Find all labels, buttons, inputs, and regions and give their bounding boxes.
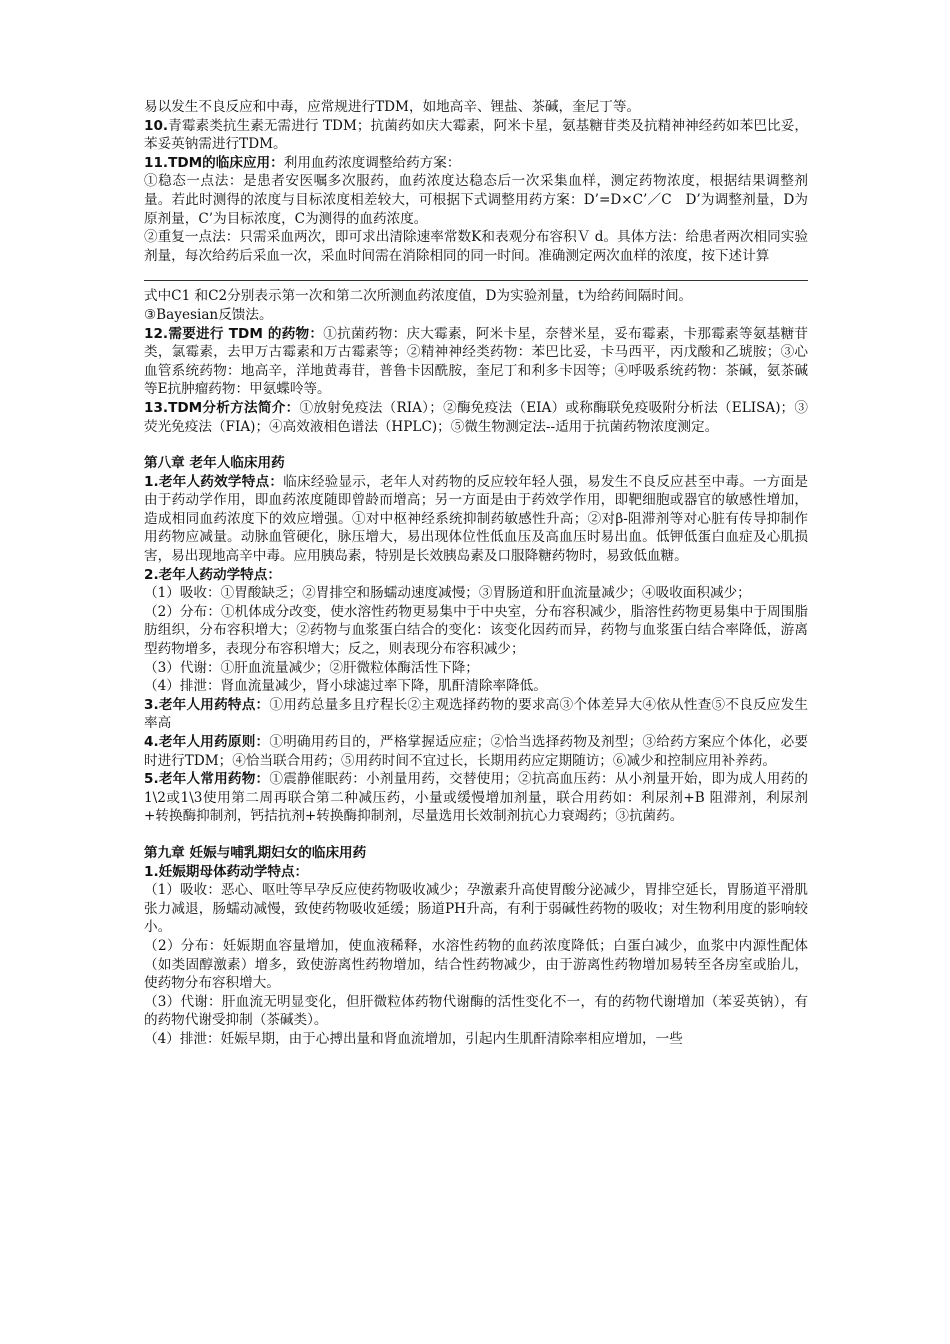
paragraph-text: （4）排泄：肾血流量减少，肾小球滤过率下降，肌酐清除率降低。 (144, 678, 547, 695)
paragraph (144, 117, 808, 154)
paragraph-heading: 1.老年人药效学特点： (144, 473, 284, 490)
paragraph-text: （1）吸收：恶心、呕吐等早孕反应使药物吸收减少；孕激素升高使胃酸分泌减少，胃排空延长，胃肠道平滑肌张力减退，肠蠕动减慢，致使药物吸收延缓；肠道PH升高，有利于弱碱性药物的吸收；对生物利用度的影响较小。 (144, 882, 808, 936)
paragraph-heading: 12.需要进行 TDM 的药物： (144, 325, 324, 342)
paragraph-text: ①放射免疫法（RIA）；②酶免疫法（EIA）或称酶联免疫吸附分析法（ELISA)；③荧光免疫法（FIA)；④高效液相色谱法（HPLC)；⑤微生物测定法--适用于抗菌药物浓度测定。 (144, 399, 808, 435)
tdm-section-top (144, 98, 808, 265)
paragraph-heading: 13.TDM分析方法简介： (144, 399, 300, 416)
paragraph (144, 863, 808, 882)
paragraph-heading: 3.老年人用药特点： (144, 696, 270, 713)
paragraph-heading: 10. (144, 117, 169, 134)
paragraph-text: ①稳态一点法：是患者安医嘱多次服药，血药浓度达稳态后一次采集血样，测定药物浓度，根据结果调整剂量。若此时测得的浓度与目标浓度相差较大，可根据下式调整用药方案：D’=D×C’／C D’为调整剂量，D为原剂量，C’为目标浓度，C为测得的血药浓度。 (144, 173, 808, 227)
paragraph-text: ①震静催眠药：小剂量用药，交替使用；②抗高血压药：从小剂量开始，即为成人用药的1\2或1\3使用第二周再联合第二种减压药，小量或缓慢增加剂量，联合用药如：利尿剂+B 阻滞剂，利尿剂+转换酶抑制剂，钙拮抗剂+转换酶抑制剂，尽量选用长效制剂抗心力衰竭药；③抗菌药。 (144, 771, 809, 825)
paragraph (144, 325, 808, 399)
chapter-9-body (144, 863, 808, 1049)
paragraph (144, 306, 808, 325)
paragraph (144, 881, 808, 937)
paragraph-text: 临床经验显示，老年人对药物的反应较年轻人强，易发生不良反应甚至中毒。一方面是由于药动学作用，即血药浓度随即曾龄而增高；另一方面是由于药效学作用，即靶细胞或器官的敏感性增加，造成相同血药浓度下的效应增强。①对中枢神经系统抑制药敏感性升高；②对β-阻滞剂等对心脏有传导抑制作用药物应减量。动脉血管硬化，脉压增大，易出现体位性低血压及高血压时易出血。低钾低蛋白血症及心肌损害，易出现地高辛中毒。应用胰岛素，特别是长效胰岛素及口服降糖药物时，易致低血糖。 (144, 473, 809, 565)
paragraph-text: 利用血药浓度调整给药方案： (283, 154, 461, 171)
paragraph (144, 566, 808, 585)
paragraph-text: ②重复一点法：只需采血两次，即可求出清除速率常数K和表观分布容积Ｖ d。具体方法：给患者两次相同实验剂量，每次给药后采血一次，采血时间需在消除相同的同一时间。准确测定两次血样的浓度，按下述计算 (144, 229, 808, 264)
paragraph-text: 青霉素类抗生素无需进行 TDM；抗菌药如庆大霉素，阿米卡星，氨基糖苷类及抗精神神经药如苯巴比妥，苯妥英钠需进行TDM。 (144, 117, 808, 153)
paragraph (144, 659, 808, 678)
paragraph (144, 399, 808, 436)
chapter-8-body (144, 473, 808, 826)
paragraph (144, 473, 808, 566)
paragraph (144, 584, 808, 603)
paragraph-text: （3）代谢：①肝血流量减少；②肝微粒体酶活性下降； (144, 659, 479, 676)
paragraph-text: （3）代谢：肝血流无明显变化，但肝微粒体药物代谢酶的活性变化不一，有的药物代谢增加（苯妥英钠），有的药物代谢受抑制（茶碱类）。 (144, 993, 808, 1029)
tdm-section-mid (144, 287, 808, 436)
paragraph-text: 易以发生不良反应和中毒，应常规进行TDM，如地高辛、锂盐、茶碱，奎尼丁等。 (144, 99, 641, 115)
paragraph (144, 98, 808, 117)
paragraph (144, 993, 808, 1030)
paragraph (144, 603, 808, 659)
paragraph-heading: 1.妊娠期母体药动学特点： (144, 863, 309, 880)
paragraph (144, 287, 808, 306)
paragraph-heading: 2.老年人药动学特点： (144, 566, 281, 583)
paragraph-text: （1）吸收：①胃酸缺乏；②胃排空和肠蠕动速度减慢；③胃肠道和肝血流量减少；④吸收面积减少； (144, 585, 751, 602)
paragraph (144, 1030, 808, 1049)
paragraph (144, 172, 808, 228)
paragraph-heading: 11.TDM的临床应用： (144, 154, 284, 171)
paragraph-text: （4）排泄：妊娠早期，由于心搏出量和肾血流增加，引起内生肌酐清除率相应增加，一些 (144, 1030, 683, 1047)
paragraph-text: ①抗菌药物：庆大霉素，阿米卡星，奈替米星，妥布霉素，卡那霉素等氨基糖苷类，氯霉素，去甲万古霉素和万古霉素等；②精神神经类药物：苯巴比妥，卡马西平，丙戊酸和乙琥胺；③心血管系统药物：地高辛，洋地黄毒苷，普鲁卡因酰胺，奎尼丁和利多卡因等；④呼吸系统药物：茶碱，氨茶碱等E抗肿瘤药物：甲氨蝶呤等。 (144, 325, 808, 398)
paragraph (144, 677, 808, 696)
document-page (144, 98, 808, 1049)
paragraph-text: ③Bayesian反馈法。 (144, 306, 273, 323)
paragraph (144, 733, 808, 770)
chapter-9-title: 第九章 妊娠与哺乳期妇女的临床用药 (144, 844, 367, 861)
paragraph (144, 770, 808, 826)
chapter-8-title: 第八章 老年人临床用药 (144, 455, 285, 472)
paragraph-heading: 4.老年人用药原则： (144, 734, 270, 750)
paragraph-text: （2）分布：妊娠期血容量增加，使血液稀释，水溶性药物的血药浓度降低；白蛋白减少，血浆中内源性配体（如类固醇激素）增多，致使游离性药物增加，结合性药物减少，由于游离性药物增加易转至各房室或胎儿，使药物分布容积增大。 (144, 937, 808, 992)
paragraph (144, 937, 808, 993)
paragraph-text: 式中C1 和C2分别表示第一次和第二次所测血药浓度值，D为实验剂量，t为给药间隔时间。 (144, 288, 693, 305)
paragraph-text: ①用药总量多且疗程长②主观选择药物的要求高③个体差异大④依从性查⑤不良反应发生率高 (144, 696, 809, 732)
formula-divider-line (144, 280, 808, 281)
paragraph (144, 696, 808, 733)
paragraph (144, 154, 808, 173)
paragraph-text: ①明确用药目的，严格掌握适应症；②恰当选择药物及剂型；③给药方案应个体化，必要时进行TDM；④恰当联合用药；⑤用药时间不宜过长，长期用药应定期随访；⑥减少和控制应用补养药。 (144, 734, 809, 769)
paragraph-heading: 5.老年人常用药物： (144, 771, 270, 788)
paragraph (144, 228, 808, 265)
paragraph-text: （2）分布：①机体成分改变，使水溶性药物更易集中于中央室，分布容积减少，脂溶性药物更易集中于周围脂肪组织，分布容积增大；②药物与血浆蛋白结合的变化：该变化因药而异，药物与血浆蛋白结合率降低，游离型药物增多，表现分布容积增大；反之，则表现分布容积减少； (144, 603, 808, 658)
